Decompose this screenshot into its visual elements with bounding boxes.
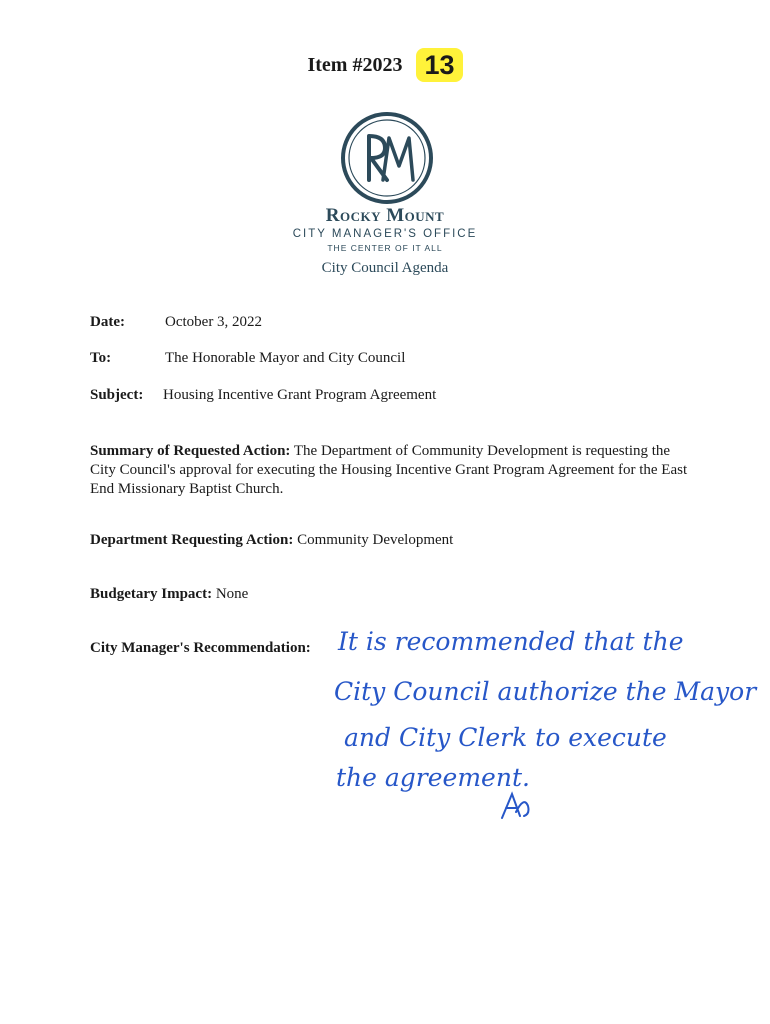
to-value: The Honorable Mayor and City Council [165, 350, 406, 366]
org-tagline: THE CENTER OF IT ALL [327, 243, 443, 253]
rm-monogram-icon [339, 110, 435, 206]
summary-label: Summary of Requested Action: [90, 443, 291, 459]
budget-value: None [215, 586, 249, 602]
agenda-title: City Council Agenda [321, 260, 449, 276]
department-section [90, 531, 453, 550]
handwritten-recommendation [330, 616, 760, 836]
subject-value: Housing Incentive Grant Program Agreement [163, 387, 437, 403]
budget-section [90, 585, 248, 604]
org-name: Rocky Mount [325, 205, 445, 226]
handwriting-line: It is recommended that the [338, 627, 684, 656]
item-badge: 13 [416, 48, 462, 82]
recommendation-label: City Manager's Recommendation: [90, 640, 311, 656]
subject-label: Subject: [90, 387, 144, 403]
summary-text: The Department of Community Development is requesting the City Council's approval for executing the Housing Incentive Grant Program Agreement for the East End Missionary Baptist Church. [90, 443, 688, 497]
summary-section [90, 442, 690, 499]
department-value: Community Development [297, 532, 454, 548]
budget-label: Budgetary Impact: [90, 586, 213, 602]
department-label: Department Requesting Action: [90, 532, 294, 548]
org-office: CITY MANAGER'S OFFICE [292, 228, 478, 240]
to-label: To: [90, 350, 112, 366]
initials-scribble [502, 794, 529, 818]
handwriting-line: the agreement. [336, 763, 530, 792]
handwriting-line: City Council authorize the Mayor [334, 677, 757, 706]
handwriting-line: and City Clerk to execute [344, 723, 667, 752]
date-value: October 3, 2022 [165, 314, 263, 330]
item-number-line [0, 48, 770, 82]
item-label: Item #2023 [307, 54, 403, 76]
date-label: Date: [90, 314, 125, 330]
